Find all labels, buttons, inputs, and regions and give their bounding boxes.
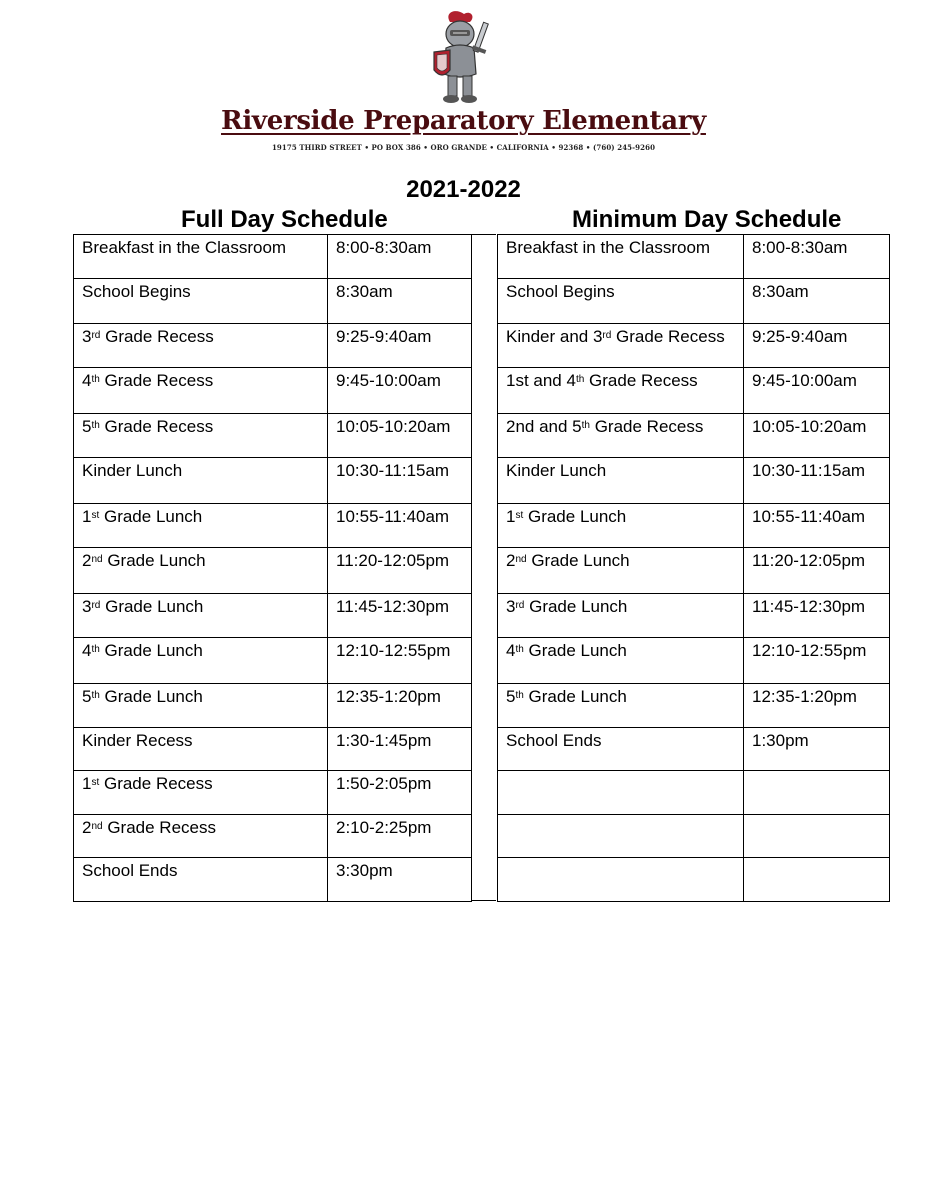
ordinal-suffix: st [91,510,100,521]
time-cell: 11:45-12:30pm [744,594,890,638]
activity-text-rest: Grade Recess [100,327,214,346]
table-row [498,235,890,279]
school-name: Riverside Preparatory Elementary [221,106,706,136]
table-row [74,324,472,368]
table-row [498,504,890,548]
activity-cell [498,458,744,504]
activity-text: School Begins [82,282,191,301]
time-cell: 10:05-10:20am [328,414,472,458]
activity-cell [74,638,328,684]
activity-text: School Begins [506,282,615,301]
table-row [74,858,472,902]
ordinal-suffix: st [515,510,524,521]
time-cell: 8:30am [744,279,890,324]
table-row [74,684,472,728]
activity-text-rest: Grade Lunch [526,551,630,570]
ordinal-suffix: th [581,420,590,431]
activity-cell [498,858,744,902]
table-row [74,504,472,548]
activity-text: 1st and 4 [506,371,576,390]
time-cell: 8:00-8:30am [328,235,472,279]
time-cell: 1:50-2:05pm [328,771,472,815]
activity-text: 4 [82,641,92,660]
activity-text: 4 [82,371,92,390]
activity-cell [74,458,328,504]
activity-text-rest: Grade Lunch [523,687,627,706]
time-cell: 8:30am [328,279,472,324]
time-cell: 10:05-10:20am [744,414,890,458]
ordinal-suffix: th [515,644,524,655]
activity-cell [498,594,744,638]
ordinal-suffix: rd [515,600,525,611]
table-row [74,414,472,458]
activity-text: 1 [82,507,92,526]
time-cell [744,858,890,902]
time-cell: 9:25-9:40am [744,324,890,368]
time-cell: 10:30-11:15am [328,458,472,504]
ordinal-suffix: nd [91,554,103,565]
table-row [74,815,472,858]
activity-cell [498,324,744,368]
time-cell: 1:30pm [744,728,890,771]
ordinal-suffix: th [91,420,100,431]
time-cell [744,815,890,858]
activity-text-rest: Grade Lunch [102,551,206,570]
activity-text: 2 [82,818,92,837]
activity-cell [74,279,328,324]
activity-cell [74,504,328,548]
time-cell: 3:30pm [328,858,472,902]
activity-text: Kinder Lunch [82,461,183,480]
activity-text-rest: Grade Recess [99,417,214,436]
time-cell: 10:55-11:40am [328,504,472,548]
minimum-day-schedule-table [497,234,890,902]
time-cell: 12:10-12:55pm [744,638,890,684]
activity-cell [74,548,328,594]
activity-cell [74,684,328,728]
activity-cell [498,279,744,324]
ordinal-suffix: rd [91,600,101,611]
activity-text-rest: Grade Lunch [523,641,627,660]
time-cell [744,771,890,815]
activity-text-rest: Grade Lunch [100,597,204,616]
activity-cell [74,368,328,414]
activity-text: 5 [82,687,92,706]
table-row [498,279,890,324]
table-row [74,548,472,594]
ordinal-suffix: st [91,777,100,788]
activity-cell [498,638,744,684]
activity-text-rest: Grade Lunch [99,641,203,660]
time-cell: 9:45-10:00am [328,368,472,414]
activity-cell [74,324,328,368]
activity-cell [74,728,328,771]
ordinal-suffix: th [575,374,585,385]
activity-text-rest: Grade Recess [589,417,704,436]
table-row [74,458,472,504]
time-cell: 9:45-10:00am [744,368,890,414]
activity-text: 4 [506,641,516,660]
activity-text: School Ends [506,731,602,750]
activity-text: 5 [506,687,516,706]
activity-text: Kinder Lunch [506,461,607,480]
activity-text: 1 [506,507,516,526]
table-row [498,414,890,458]
ordinal-suffix: nd [515,554,527,565]
activity-text-rest: Grade Recess [99,371,214,390]
minimum-day-heading: Minimum Day Schedule [572,206,842,233]
activity-text-rest: Grade Lunch [523,507,627,526]
activity-cell [74,858,328,902]
time-cell: 11:20-12:05pm [744,548,890,594]
activity-text: School Ends [82,861,178,880]
activity-text-rest: Grade Recess [611,327,725,346]
time-cell: 8:00-8:30am [744,235,890,279]
table-row [498,728,890,771]
table-row [498,858,890,902]
activity-text-rest: Grade Lunch [99,687,203,706]
table-row [74,638,472,684]
activity-text-rest: Grade Lunch [524,597,628,616]
school-year: 2021-2022 [406,176,521,203]
table-row [74,594,472,638]
activity-text: Kinder and 3 [506,327,603,346]
table-row [74,279,472,324]
table-row [498,368,890,414]
time-cell: 2:10-2:25pm [328,815,472,858]
activity-text-rest: Grade Recess [99,774,213,793]
time-cell: 10:30-11:15am [744,458,890,504]
activity-cell [74,414,328,458]
school-address: 19175 THIRD STREET • PO BOX 386 • ORO GRANDE • CALIFORNIA • 92368 • (760) 245-9260 [271,143,656,152]
activity-cell [498,684,744,728]
activity-cell [498,771,744,815]
table-row [498,638,890,684]
activity-text: 2nd and 5 [506,417,582,436]
time-cell: 9:25-9:40am [328,324,472,368]
activity-cell [74,815,328,858]
activity-cell [498,728,744,771]
activity-text: 5 [82,417,92,436]
table-divider [471,234,496,901]
activity-text: Kinder Recess [82,731,193,750]
activity-text: 3 [82,327,92,346]
ordinal-suffix: th [91,374,100,385]
activity-cell [498,235,744,279]
activity-cell [74,594,328,638]
time-cell: 12:35-1:20pm [744,684,890,728]
table-row [74,235,472,279]
activity-text-rest: Grade Recess [584,371,698,390]
activity-cell [498,414,744,458]
table-row [498,548,890,594]
activity-text: 2 [82,551,92,570]
full-day-schedule-table [73,234,472,902]
activity-cell [74,771,328,815]
time-cell: 10:55-11:40am [744,504,890,548]
activity-text-rest: Grade Lunch [99,507,203,526]
time-cell: 12:10-12:55pm [328,638,472,684]
ordinal-suffix: rd [91,330,101,341]
table-row [74,771,472,815]
activity-cell [498,815,744,858]
activity-cell [498,504,744,548]
activity-cell [498,548,744,594]
activity-text: 2 [506,551,516,570]
activity-text-rest: Grade Recess [102,818,216,837]
activity-text: 1 [82,774,92,793]
activity-text: Breakfast in the Classroom [82,238,287,257]
table-row [498,594,890,638]
activity-text: 3 [506,597,516,616]
activity-cell [74,235,328,279]
activity-text: Breakfast in the Classroom [506,238,711,257]
ordinal-suffix: nd [91,821,103,832]
table-row [498,684,890,728]
table-row [498,815,890,858]
table-row [498,324,890,368]
time-cell: 11:20-12:05pm [328,548,472,594]
ordinal-suffix: th [91,644,100,655]
table-row [74,728,472,771]
full-day-heading: Full Day Schedule [181,206,388,233]
time-cell: 12:35-1:20pm [328,684,472,728]
time-cell: 11:45-12:30pm [328,594,472,638]
ordinal-suffix: th [91,690,100,701]
time-cell: 1:30-1:45pm [328,728,472,771]
knight-mascot-icon [420,8,500,106]
ordinal-suffix: rd [602,330,612,341]
activity-text: 3 [82,597,92,616]
activity-cell [498,368,744,414]
table-row [498,458,890,504]
table-row [74,368,472,414]
ordinal-suffix: th [515,690,524,701]
table-row [498,771,890,815]
